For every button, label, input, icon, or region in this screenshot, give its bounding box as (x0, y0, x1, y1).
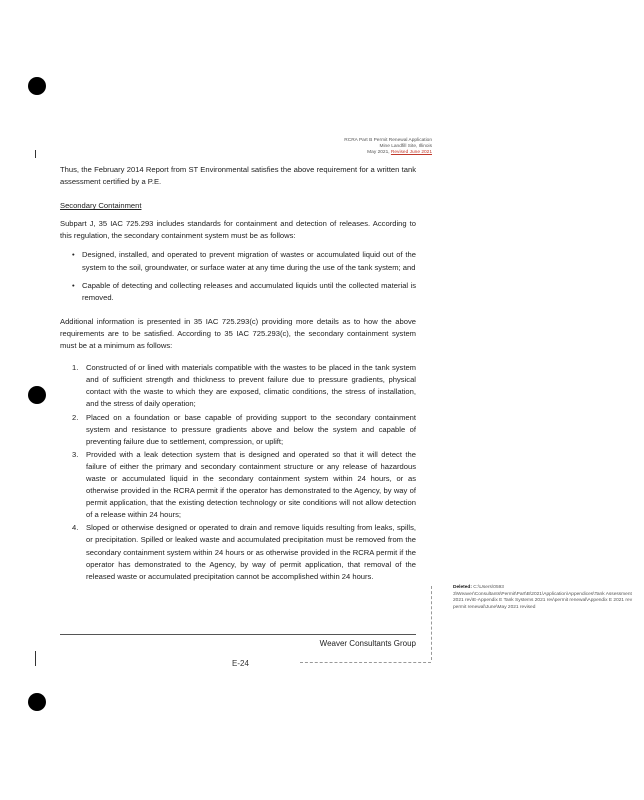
header-title: RCRA Part B Permit Renewal Application (344, 138, 432, 143)
header-revised: Revised June 2021 (390, 150, 432, 155)
comment-text: C:\Users\0593 3\Weaver\Consultants\Permit\Part\B\2021\Application\Appendices\Tank Assessment 2021 rev\E-Appendix E Tank Systems 2021 rev\permit renewal\Appendix E 2021 rev permit renewal\June\May 2021 revised (453, 585, 633, 610)
section-heading: Secondary Containment (60, 201, 142, 211)
header-date: May 2021, (367, 150, 390, 155)
item-number: 2. (72, 412, 79, 422)
section-paragraph-1: Subpart J, 35 IAC 725.293 includes standards for containment and detection of releases. According to this regulation, the secondary containment system must be as follows: (60, 219, 416, 241)
scan-mark-left-bottom (35, 651, 36, 666)
punch-hole-middle (28, 386, 46, 404)
comment-label: Deleted: (453, 585, 472, 590)
document-body (60, 164, 416, 584)
requirements-numbered-list (60, 362, 416, 583)
comment-connector-horizontal (300, 662, 431, 663)
bullet-item: • Capable of detecting and collecting releases and accumulated liquids until the collected material is removed. (82, 280, 416, 304)
deletion-comment-balloon[interactable] (453, 585, 635, 611)
requirements-bullet-list (60, 249, 416, 303)
item-text: Placed on a foundation or base capable of providing support to the secondary containment system and resistance to pressure gradients above and below the system and capable of preventing failure due to settlement, compression, or uplift; (86, 412, 416, 446)
footer-divider (60, 634, 416, 635)
numbered-item (72, 362, 416, 410)
comment-connector-vertical (431, 586, 432, 660)
running-header (344, 138, 432, 156)
item-number: 4. (72, 523, 79, 533)
section-paragraph-2: Additional information is presented in 35 IAC 725.293(c) providing more details as to how the above requirements are to be satisfied. According to 35 IAC 725.293(c), the secondary containment system must be at a minimum as follows: (60, 316, 416, 351)
header-date-line (344, 150, 432, 156)
bullet-item: • Designed, installed, and operated to prevent migration of wastes or accumulated liquid out of the system to the soil, groundwater, or surface water at any time during the use of the tank system; and (82, 249, 416, 273)
item-number: 3. (72, 449, 79, 459)
item-text: Sloped or otherwise designed or operated to drain and remove liquids resulting from leaks, spills, or precipitation. Spilled or leaked waste and accumulated precipitation must be removed from the secondary containment system within 24 hours or as otherwise provided in the RCRA permit if the operator has demonstrated to the Agency, by way of permit application, that removal of the released waste or accumulated precipitation cannot be accomplished within 24 hours. (86, 523, 416, 581)
item-number: 1. (72, 363, 79, 373)
numbered-item (72, 522, 416, 582)
item-text: Provided with a leak detection system that is designed and operated so that it will detect the failure of either the primary and secondary containment structure or any release of hazardous waste or accumulated liquid in the secondary containment system within 24 hours, or as otherwise provided in the RCRA permit if the operator has demonstrated to the Agency, by way of permit application, that the existing detection technology or site conditions will not allow detection of a release within 24 hours; (86, 449, 416, 520)
item-text: Constructed of or lined with materials compatible with the wastes to be placed in the tank system and of sufficient strength and thickness to prevent failure due to pressure gradients, physical contact with the waste to which they are exposed, climatic conditions, the stress of installation, and the stress of daily operation; (86, 363, 416, 409)
numbered-item (72, 412, 416, 448)
numbered-item (72, 449, 416, 522)
scan-mark-left-top (35, 150, 36, 158)
intro-paragraph: Thus, the February 2014 Report from ST Environmental satisfies the above requirement for a written tank assessment certified by a P.E. (60, 165, 416, 187)
page-number: E-24 (232, 659, 249, 668)
header-site: Mine Landfill Site, Illinois (379, 144, 432, 149)
footer-company: Weaver Consultants Group (319, 639, 416, 648)
punch-hole-bottom (28, 693, 46, 711)
punch-hole-top (28, 77, 46, 95)
